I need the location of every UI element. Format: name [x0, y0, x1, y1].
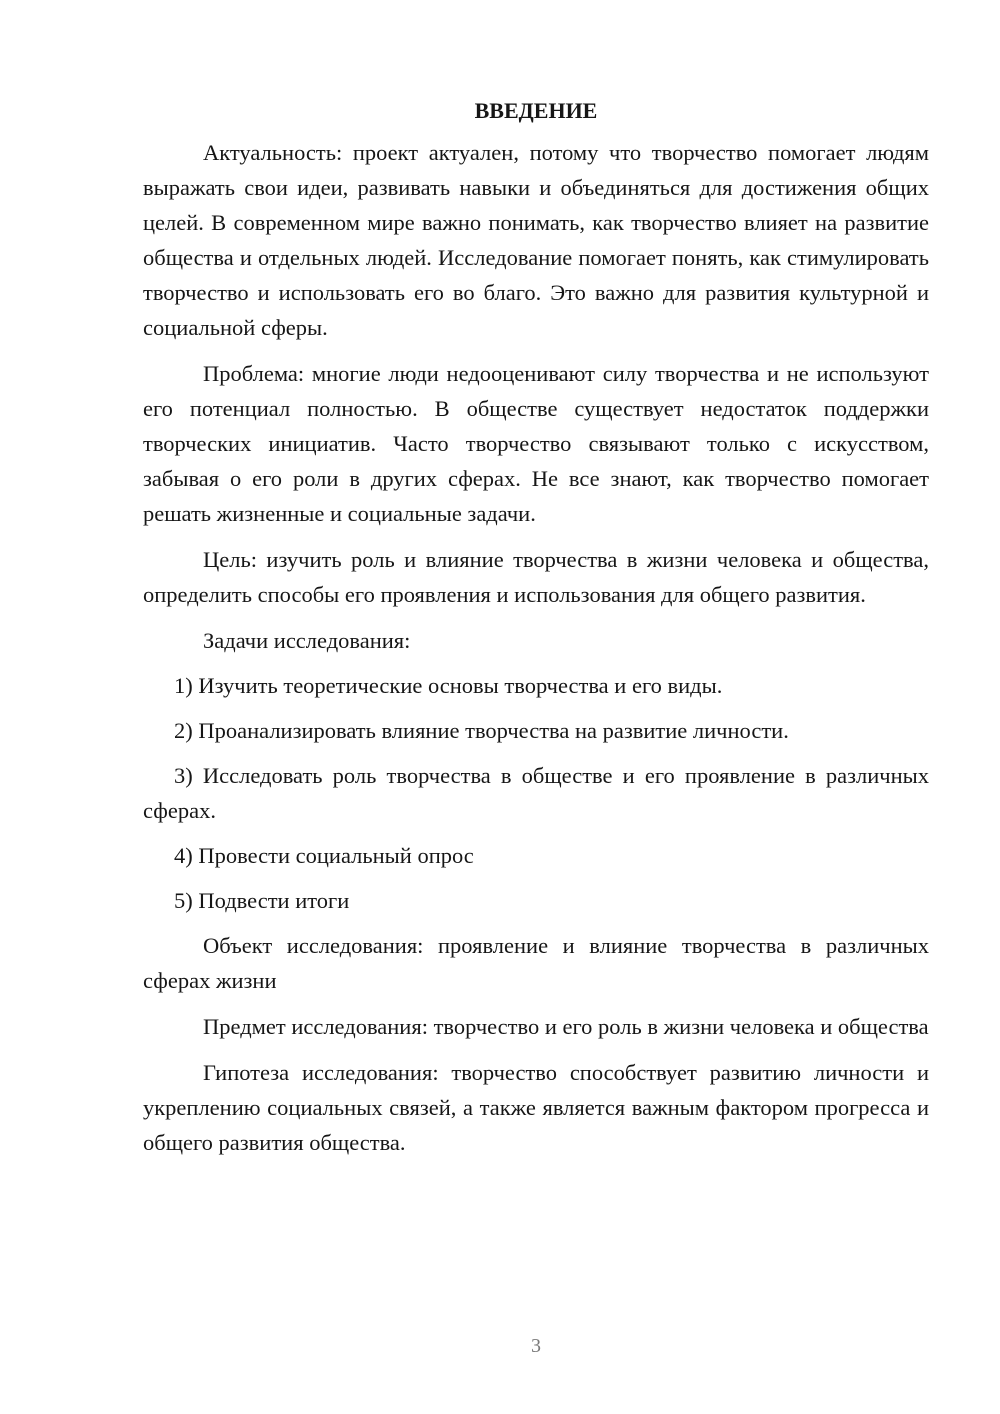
task-item-1: 1) Изучить теоретические основы творчества и его виды.: [174, 673, 723, 698]
subject-paragraph: Предмет исследования: творчество и его роль в жизни человека и общества: [203, 1014, 929, 1039]
task-item-4: 4) Провести социальный опрос: [174, 843, 474, 868]
tasks-heading: Задачи исследования:: [203, 628, 411, 653]
task-item-3: 3) Исследовать роль творчества в обществе и его проявление в различных сферах.: [143, 763, 929, 823]
goal-paragraph: Цель: изучить роль и влияние творчества в жизни человека и общества, определить способы его проявления и использования для общего развития.: [143, 547, 929, 607]
problem-paragraph: Проблема: многие люди недооценивают силу творчества и не используют его потенциал полностью. В обществе существует недостаток поддержки творческих инициатив. Часто творчество связывают только с искусством, забывая о его роли в других сферах. Не все знают, как творчество помогает решать жизненные и социальные задачи.: [143, 361, 929, 526]
relevance-paragraph: Актуальность: проект актуален, потому что творчество помогает людям выражать свои идеи, развивать навыки и объединяться для достижения общих целей. В современном мире важно понимать, как творчество влияет на развитие общества и отдельных людей. Исследование помогает понять, как стимулировать творчество и использовать его во благо. Это важно для развития культурной и социальной сферы.: [143, 140, 929, 340]
object-paragraph: Объект исследования: проявление и влияние творчества в различных сферах жизни: [143, 933, 929, 993]
task-item-5: 5) Подвести итоги: [174, 888, 350, 913]
page-number: 3: [531, 1335, 541, 1357]
page-content: [143, 96, 929, 1171]
hypothesis-paragraph: Гипотеза исследования: творчество способствует развитию личности и укреплению социальных связей, а также является важным фактором прогресса и общего развития общества.: [143, 1060, 929, 1155]
task-item-2: 2) Проанализировать влияние творчества на развитие личности.: [174, 718, 789, 743]
page-title: ВВЕДЕНИЕ: [474, 98, 598, 123]
